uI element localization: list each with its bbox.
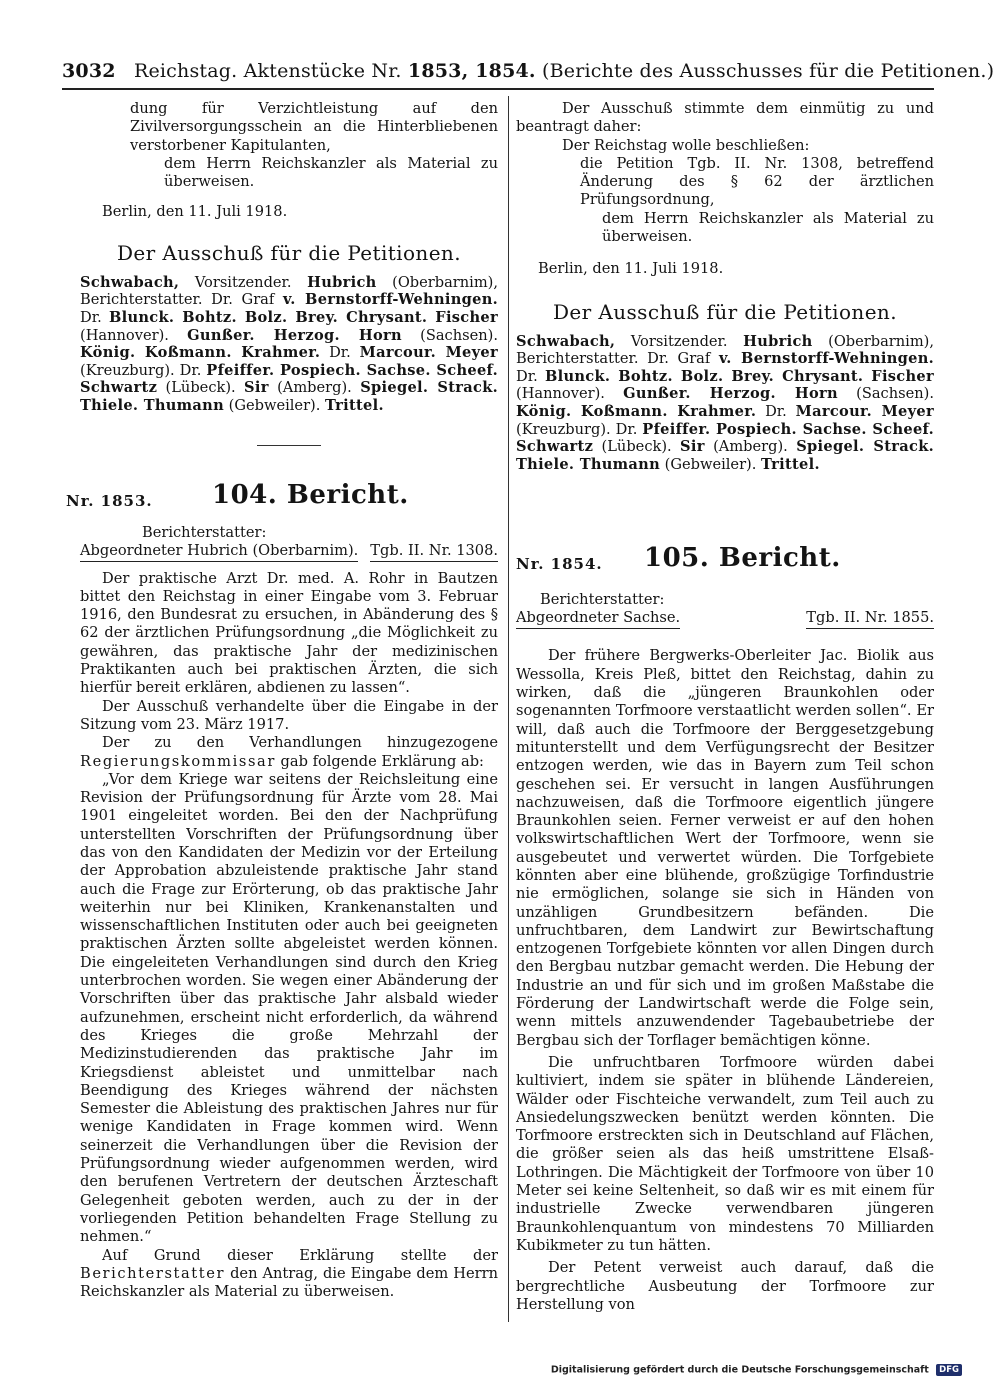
member-role: Dr. (80, 308, 109, 326)
member-role: (Lübeck). (593, 438, 681, 456)
header-title: Reichstag. Aktenstücke Nr. (133, 60, 402, 82)
member-name: König. Koßmann. Krahmer. (80, 344, 321, 362)
page-number: 3032 (62, 60, 116, 82)
member-role: (Sachsen). (401, 326, 498, 344)
right-column (516, 100, 934, 1314)
left-committee-heading: Der Ausschuß für die Petitionen. (117, 240, 461, 265)
report-105-reporter-line (516, 609, 934, 631)
left-intro-motion: dem Herrn Reichskanzler als Material zu überweisen. (164, 154, 498, 191)
member-role: Dr. (756, 403, 796, 421)
member-name: Schwabach, (80, 273, 180, 291)
report-104-closing (80, 1247, 498, 1302)
member-role: (Lübeck). (157, 379, 245, 397)
member-role: Dr. (516, 367, 545, 385)
report-104-reference: Tgb. II. Nr. 1308. (370, 542, 498, 562)
report-104-reporter-label: Berichterstatter: (142, 523, 267, 541)
member-role: (Gebweiler). (224, 396, 326, 414)
member-name: Schwabach, (516, 332, 616, 350)
closing-tail: den Antrag, die Eingabe dem Herrn Reichskanzler als Material zu überweisen. (80, 1264, 498, 1301)
member-role: (Gebweiler). (660, 455, 762, 473)
member-name: v. Bernstorff-Wehningen. (718, 350, 934, 368)
commissioner-lead: Der zu den Verhandlungen hinzugezogene (102, 734, 498, 752)
member-role: Dr. (320, 344, 360, 362)
report-104-reporter-line (80, 542, 498, 564)
report-105-title: 105. Bericht. (644, 543, 841, 574)
member-name: Spiegel. Strack. Thiele. Thumann (80, 379, 498, 414)
member-name: Trittel. (325, 396, 384, 414)
member-name: Pfeiffer. Pospiech. Sachse. Scheef. Schwartz (516, 420, 934, 456)
member-role: (Oberbarnim), Berichterstatter. Dr. Graf (516, 332, 934, 368)
member-role: (Hannover). (80, 326, 188, 344)
report-104-title: 104. Bericht. (212, 479, 409, 510)
right-committee-heading: Der Ausschuß für die Petitionen. (553, 299, 897, 324)
report-104-commissioner (80, 734, 498, 771)
dfg-logo-icon: DFG (936, 1364, 962, 1376)
closing-lead: Auf Grund dieser Erklärung stellte der (102, 1246, 498, 1264)
right-motion-text: die Petition Tgb. II. Nr. 1308, betreffend Änderung des § 62 der ärztlichen Prüfungsordnung, (580, 154, 934, 209)
member-name: Blunck. Bohtz. Bolz. Brey. Chrysant. Fischer (544, 367, 934, 385)
member-name: Marcour. Meyer (359, 344, 498, 362)
left-intro-text: dung für Verzichtleistung auf den Zivilversorgungsschein an die Hinterbliebenen verstorbener Kapitulanten, (130, 100, 498, 154)
member-name: Spiegel. Strack. Thiele. Thumann (516, 438, 934, 473)
right-intro-text: Der Ausschuß stimmte dem einmütig zu und beantragt daher: (516, 100, 934, 136)
report-105-heading (516, 543, 934, 583)
report-105-paragraph: Die unfruchtbaren Torfmoore würden dabei kultiviert, indem sie später in blühende Ländereien, Wälder oder Fischteiche verwandelt, zum Teil auch zu Ansiedelungszwecken benützt werden könnten. Die Torfmoore erstreckten sich in Deutschland auf Flächen, die größer seien als das heiß umstrittene Elsaß-Lothringen. Die Mächtigkeit der Torfmoore von über 10 Meter sei keine Seltenheit, so daß wir es mit einem für industrielle Zwecke verwendbaren jüngeren Braunkohlenquantum von mindestens 70 Milliarden Kubikmeter zu tun hätten. (516, 1053, 934, 1254)
commissioner-tail: gab folgende Erklärung ab: (275, 752, 484, 770)
page-header (62, 58, 995, 84)
member-name: Hubrich (307, 273, 377, 291)
report-104-quote: „Vor dem Kriege war seitens der Reichsleitung eine Revision der Prüfungsordnung für Ärzte vom 28. Mai 1901 eingeleitet worden. Bei den der Nachprüfung unterstellten Vorschriften der Prüfungsordnung über das von den Kandidaten der Medizin vor der Erteilung der Approbation abzuleistende praktische Jahr stand auch die Frage zur Erörterung, ob das praktische Jahr weiterhin nur bei Kliniken, Krankenanstalten und wissenschaftlichen Instituten oder auch bei geeigneten praktischen Ärzten sollte abgeleistet werden können. Die eingeleiteten Verhandlungen sind durch den Krieg unterbrochen worden. Sie wegen einer Abänderung der Vorschriften über das praktische Jahr alsbald wieder aufzunehmen, erscheint nicht erforderlich, da während des Krieges die große Mehrzahl der Medizinstudierenden das praktische Jahr im Kriegsdienst ableistet und unmittelbar nach Beendigung des Krieges während der nächsten Semester die Ableistung des praktischen Jahres nur für wenige Kandidaten in Frage kommen wird. Wenn seinerzeit die Verhandlungen über die Revision der Prüfungsordnung wieder aufgenommen werden, wird den berufenen Vertretern der deutschen Ärzteschaft Gelegenheit geboten werden, auch zu der in der vorliegenden Petition behandelten Frage Stellung zu nehmen.“ (80, 770, 498, 1246)
left-date: Berlin, den 11. Juli 1918. (102, 203, 288, 221)
header-subtitle: (Berichte des Ausschusses für die Petitionen.) (541, 60, 995, 82)
right-motion-action: dem Herrn Reichskanzler als Material zu überweisen. (602, 209, 934, 246)
member-name: Sir (244, 379, 269, 397)
member-name: Gunßer. Herzog. Horn (187, 326, 402, 344)
member-name: König. Koßmann. Krahmer. (516, 403, 757, 421)
report-104-paragraph: Der Ausschuß verhandelte über die Eingabe in der Sitzung vom 23. März 1917. (80, 697, 498, 733)
report-104-reporter-name: Abgeordneter Hubrich (Oberbarnim). (80, 542, 358, 562)
member-role: (Kreuzburg). Dr. (516, 420, 643, 438)
section-rule (257, 445, 321, 446)
right-date: Berlin, den 11. Juli 1918. (538, 260, 724, 278)
report-105-reporter-name: Abgeordneter Sachse. (516, 609, 680, 629)
report-105-paragraph: Der Petent verweist auch darauf, daß die bergrechtliche Ausbeutung der Torfmoore zur Herstellung von (516, 1259, 934, 1313)
member-role: (Amberg). (268, 379, 361, 397)
member-name: Marcour. Meyer (795, 403, 934, 421)
report-104-heading (66, 479, 498, 520)
member-role: (Hannover). (516, 385, 624, 403)
commissioner-title: Regierungskommissar (80, 752, 276, 770)
member-role: Vorsitzender. (179, 273, 308, 291)
report-105-paragraph: Der frühere Bergwerks-Oberleiter Jac. Biolik aus Wessolla, Kreis Pleß, bittet den Reichstag, dahin zu wirken, daß die „jüngeren Braunkohlen oder sogenannten Torfmoore verstaatlicht werden sollen“. Er will, daß auch die Torfmoore der Berggesetzgebung mitunterstellt und dem Verfügungsrecht der Besitzer entzogen werden, wie das in Bayern zum Teil schon geschehen sei. Er versucht in langen Ausführungen nachzuweisen, daß die Torfmoore eigentlich jüngere Braunkohlen seien. Ferner verweist er auf den hohen volkswirtschaftlichen Wert der Torfmoore, wenn sie ausgebeutet und verwertet würden. Die Torfgebiete könnten aber eine blühende, großzügige Torfindustrie nie ermöglichen, solange sie sich in Händen von unzähligen Grundbesitzern befänden. Die unfruchtbaren, dem Landwirt zur Bewirtschaftung entzogenen Torfgebiete könnten vor allen Dingen durch den Bergbau nutzbar gemacht werden. Die Hebung der Industrie an und für sich und im großen Maßstabe die Förderung der Landwirtschaft werde die Folge sein, wenn mittels anzuwendender Tagebaubetriebe der Bergbau sich der Torflager bemächtigen könne. (516, 647, 934, 1049)
right-motion-intro: Der Reichstag wolle beschließen: (562, 136, 810, 154)
report-104-number: Nr. 1853. (66, 491, 153, 510)
member-role: (Amberg). (704, 438, 797, 456)
header-numbers: 1853, 1854. (407, 60, 536, 82)
digitization-credit (551, 1364, 962, 1376)
closing-reporter: Berichterstatter (80, 1264, 226, 1282)
report-104-paragraph: Der praktische Arzt Dr. med. A. Rohr in Bautzen bittet den Reichstag in einer Eingabe vom 3. Februar 1916, den Bundesrat zu ersuchen, in Abänderung des § 62 der ärztlichen Prüfungsordnung „die Möglichkeit zu gewähren, das praktische Jahr der medizinischen Praktikanten auch bei praktischen Ärzten, die sich hierfür bereit erklären, abdienen zu lassen“. (80, 569, 498, 697)
right-committee-members (516, 333, 934, 474)
member-role: (Oberbarnim), Berichterstatter. Dr. Graf (80, 273, 498, 309)
left-column (66, 100, 498, 1301)
digitization-credit-text: Digitalisierung gefördert durch die Deutsche Forschungsgemeinschaft (550, 1364, 929, 1376)
member-role: (Sachsen). (837, 385, 934, 403)
member-name: Pfeiffer. Pospiech. Sachse. Scheef. Schwartz (80, 361, 498, 397)
member-role: (Kreuzburg). Dr. (80, 361, 207, 379)
member-name: Blunck. Bohtz. Bolz. Brey. Chrysant. Fischer (108, 308, 498, 326)
report-105-reporter-label: Berichterstatter: (540, 591, 665, 609)
member-name: Hubrich (743, 332, 813, 350)
column-divider (508, 96, 509, 1322)
left-committee-members (80, 274, 498, 415)
member-name: Trittel. (761, 455, 820, 473)
header-rule (62, 88, 934, 90)
member-role: Vorsitzender. (615, 332, 744, 350)
report-105-reference: Tgb. II. Nr. 1855. (806, 609, 934, 629)
member-name: Sir (680, 438, 705, 456)
member-name: Gunßer. Herzog. Horn (623, 385, 838, 403)
member-name: v. Bernstorff-Wehningen. (282, 291, 498, 309)
report-105-number: Nr. 1854. (516, 555, 603, 574)
